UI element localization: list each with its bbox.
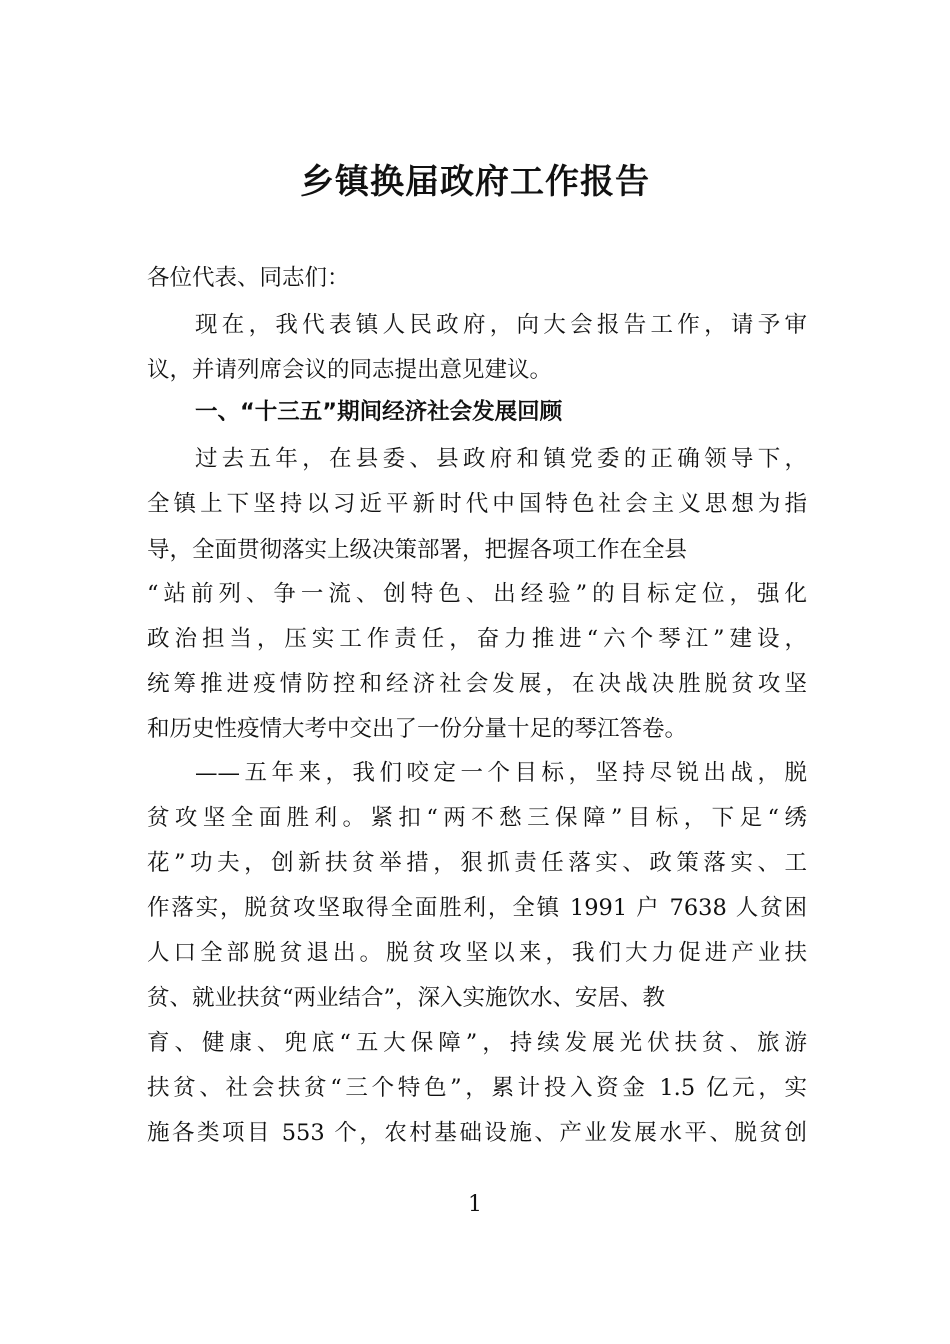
intro-line-1: 现在，我代表镇人民政府，向大会报告工作，请予审 (195, 312, 807, 338)
paragraph-line: ——五年来，我们咬定一个目标，坚持尽锐出战，脱 (195, 760, 807, 786)
paragraph-line: 全镇上下坚持以习近平新时代中国特色社会主义思想为指 (147, 491, 807, 517)
paragraph-line: 扶贫、社会扶贫“三个特色”，累计投入资金 1.5 亿元，实 (147, 1075, 807, 1101)
paragraph-line: 贫、就业扶贫“两业结合”，深入实施饮水、安居、教 (147, 985, 666, 1011)
paragraph-line: 施各类项目 553 个，农村基础设施、产业发展水平、脱贫创 (147, 1120, 807, 1146)
document-title: 乡镇换届政府工作报告 (300, 162, 650, 202)
salutation: 各位代表、同志们： (147, 265, 350, 291)
paragraph-line: 政治担当，压实工作责任，奋力推进“六个琴江”建设， (147, 626, 807, 652)
intro-line-2: 议，并请列席会议的同志提出意见建议。 (147, 357, 553, 383)
paragraph-line: 育、健康、兜底“五大保障”，持续发展光伏扶贫、旅游 (147, 1030, 807, 1056)
paragraph-line: 贫攻坚全面胜利。紧扣“两不愁三保障”目标，下足“绣 (147, 805, 807, 831)
paragraph-line: 导，全面贯彻落实上级决策部署，把握各项工作在全县 (147, 537, 688, 563)
paragraph-line: 和历史性疫情大考中交出了一份分量十足的琴江答卷。 (147, 716, 688, 742)
paragraph-line: “站前列、争一流、创特色、出经验”的目标定位，强化 (147, 581, 807, 607)
paragraph-line: 作落实，脱贫攻坚取得全面胜利，全镇 1991 户 7638 人贫困 (147, 895, 807, 921)
paragraph-line: 花”功夫，创新扶贫举措，狠抓责任落实、政策落实、工 (147, 850, 807, 876)
paragraph-line: 人口全部脱贫退出。脱贫攻坚以来，我们大力促进产业扶 (147, 940, 807, 966)
paragraph-line: 统筹推进疫情防控和经济社会发展，在决战决胜脱贫攻坚 (147, 671, 807, 697)
section-heading: 一、“十三五”期间经济社会发展回顾 (195, 399, 563, 425)
paragraph-line: 过去五年，在县委、县政府和镇党委的正确领导下， (195, 446, 807, 472)
page-number: 1 (468, 1192, 482, 1217)
